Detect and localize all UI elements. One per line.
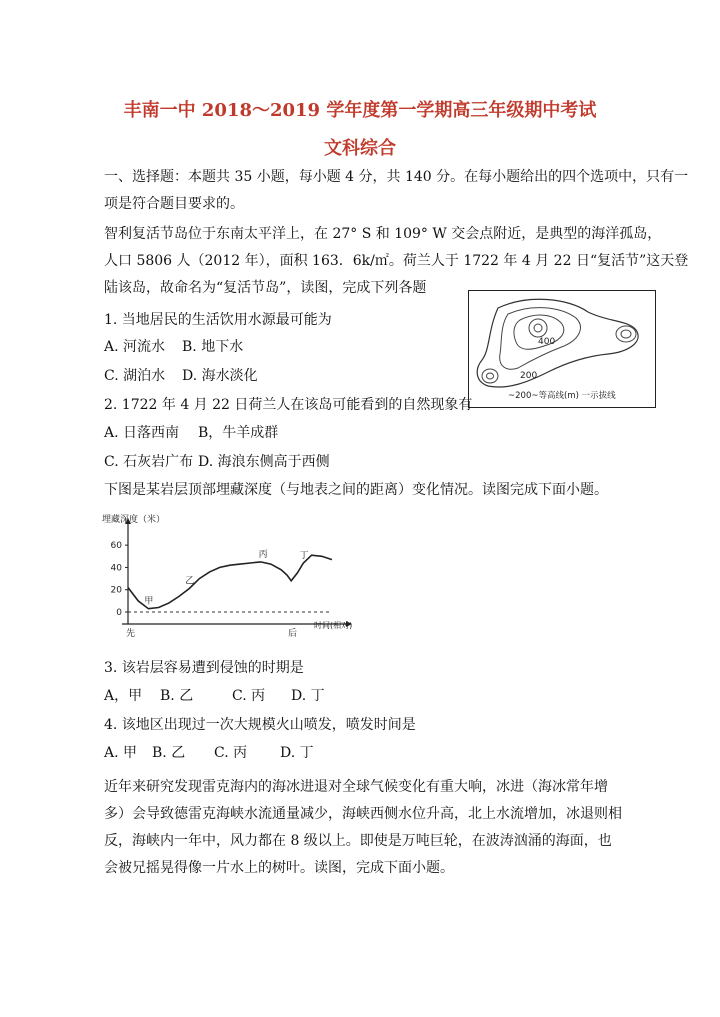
point-label: 甲 bbox=[144, 596, 154, 607]
contour-label-400: 400 bbox=[538, 337, 556, 347]
x-start-label: 先 bbox=[126, 629, 136, 638]
exam-title: 丰南一中 2018～2019 学年度第一学期高三年级期中考试 bbox=[123, 100, 597, 121]
map-legend: ~200~等高线(m) 一示拔线 bbox=[508, 391, 616, 401]
q2-option-d: D. 海浪东侧高于西侧 bbox=[198, 454, 330, 470]
y-axis-label: 埋藏深度（米） bbox=[102, 515, 166, 525]
q4-option-d: D. 丁 bbox=[280, 745, 314, 761]
q4-option-a: A. 甲 bbox=[104, 745, 138, 761]
x-end-label: 后 bbox=[288, 629, 298, 638]
burial-depth-chart bbox=[100, 510, 360, 638]
y-tick-label: 40 bbox=[110, 563, 122, 574]
q4-stem: 4. 该地区出现过一次大规模火山喷发，喷发时间是 bbox=[104, 717, 416, 733]
q2-option-b: B，牛羊成群 bbox=[198, 425, 279, 441]
q3-option-a: A，甲 bbox=[104, 688, 143, 704]
passage1-line2: 人口 5806 人（2012 年），面积 163．6k/㎡。荷兰人于 1722 年 4 月 22 日“复活节”这天登 bbox=[104, 253, 689, 269]
section-intro-line2: 项是符合题目要求的。 bbox=[104, 196, 244, 212]
x-axis-label: 时间(相对) bbox=[314, 621, 353, 630]
y-tick-label: 60 bbox=[110, 541, 122, 552]
point-label: 乙 bbox=[185, 576, 195, 587]
passage2: 下图是某岩层顶部埋藏深度（与地表之间的距离）变化情况。读图完成下面小题。 bbox=[104, 482, 608, 498]
island-contour-map bbox=[468, 290, 656, 408]
depth-series-line bbox=[128, 555, 332, 609]
q2-option-a: A. 日落西南 bbox=[104, 425, 180, 441]
passage3: 近年来研究发现雷克海内的海冰进退对全球气候变化有重大响，冰进（海冰常年增多）会导致德雷克海峡水流通量减少，海峡西侧水位升高，北上水流增加，冰退则相反，海峡内一年中，风力都在 8 级以上。即使是万吨巨轮，在波涛汹涌的海面，也会被兄摇晃得像一片水上的树叶。读图，完成下面小题。 bbox=[104, 779, 622, 876]
q2-stem: 2. 1722 年 4 月 22 日荷兰人在该岛可能看到的自然现象有 bbox=[104, 397, 473, 413]
point-label: 丁 bbox=[299, 550, 309, 561]
q1-stem: 1. 当地居民的生活饮用水源最可能为 bbox=[104, 312, 332, 328]
point-label: 丙 bbox=[258, 549, 268, 560]
q3-option-c: C. 丙 bbox=[232, 688, 266, 704]
passage1-line1: 智利复活节岛位于东南太平洋上，在 27° S 和 109° W 交会点附近，是典型的海洋孤岛， bbox=[104, 226, 662, 242]
y-tick-label: 20 bbox=[110, 585, 122, 596]
contour-label-200: 200 bbox=[520, 371, 538, 381]
q1-option-d: D. 海水淡化 bbox=[182, 368, 258, 384]
passage1-line3: 陆该岛，故命名为“复活节岛”，读图，完成下列各题 bbox=[104, 280, 427, 296]
q1-option-b: B. 地下水 bbox=[182, 339, 244, 355]
q4-option-b: B. 乙 bbox=[152, 745, 186, 761]
y-tick-label: 0 bbox=[116, 608, 122, 618]
q3-stem: 3. 该岩层容易遭到侵蚀的时期是 bbox=[104, 660, 304, 676]
q3-option-d: D. 丁 bbox=[291, 688, 325, 704]
q4-option-c: C. 丙 bbox=[214, 745, 248, 761]
q1-option-c: C. 湖泊水 bbox=[104, 368, 166, 384]
exam-subtitle: 文科综合 bbox=[324, 138, 396, 159]
q3-option-b: B. 乙 bbox=[160, 688, 194, 704]
q2-option-c: C. 石灰岩广布 bbox=[104, 454, 194, 470]
q1-option-a: A. 河流水 bbox=[104, 339, 166, 355]
section-intro-line1: 一、选择题：本题共 35 小题，每小题 4 分，共 140 分。在每小题给出的四个选项中，只有一 bbox=[104, 169, 689, 185]
